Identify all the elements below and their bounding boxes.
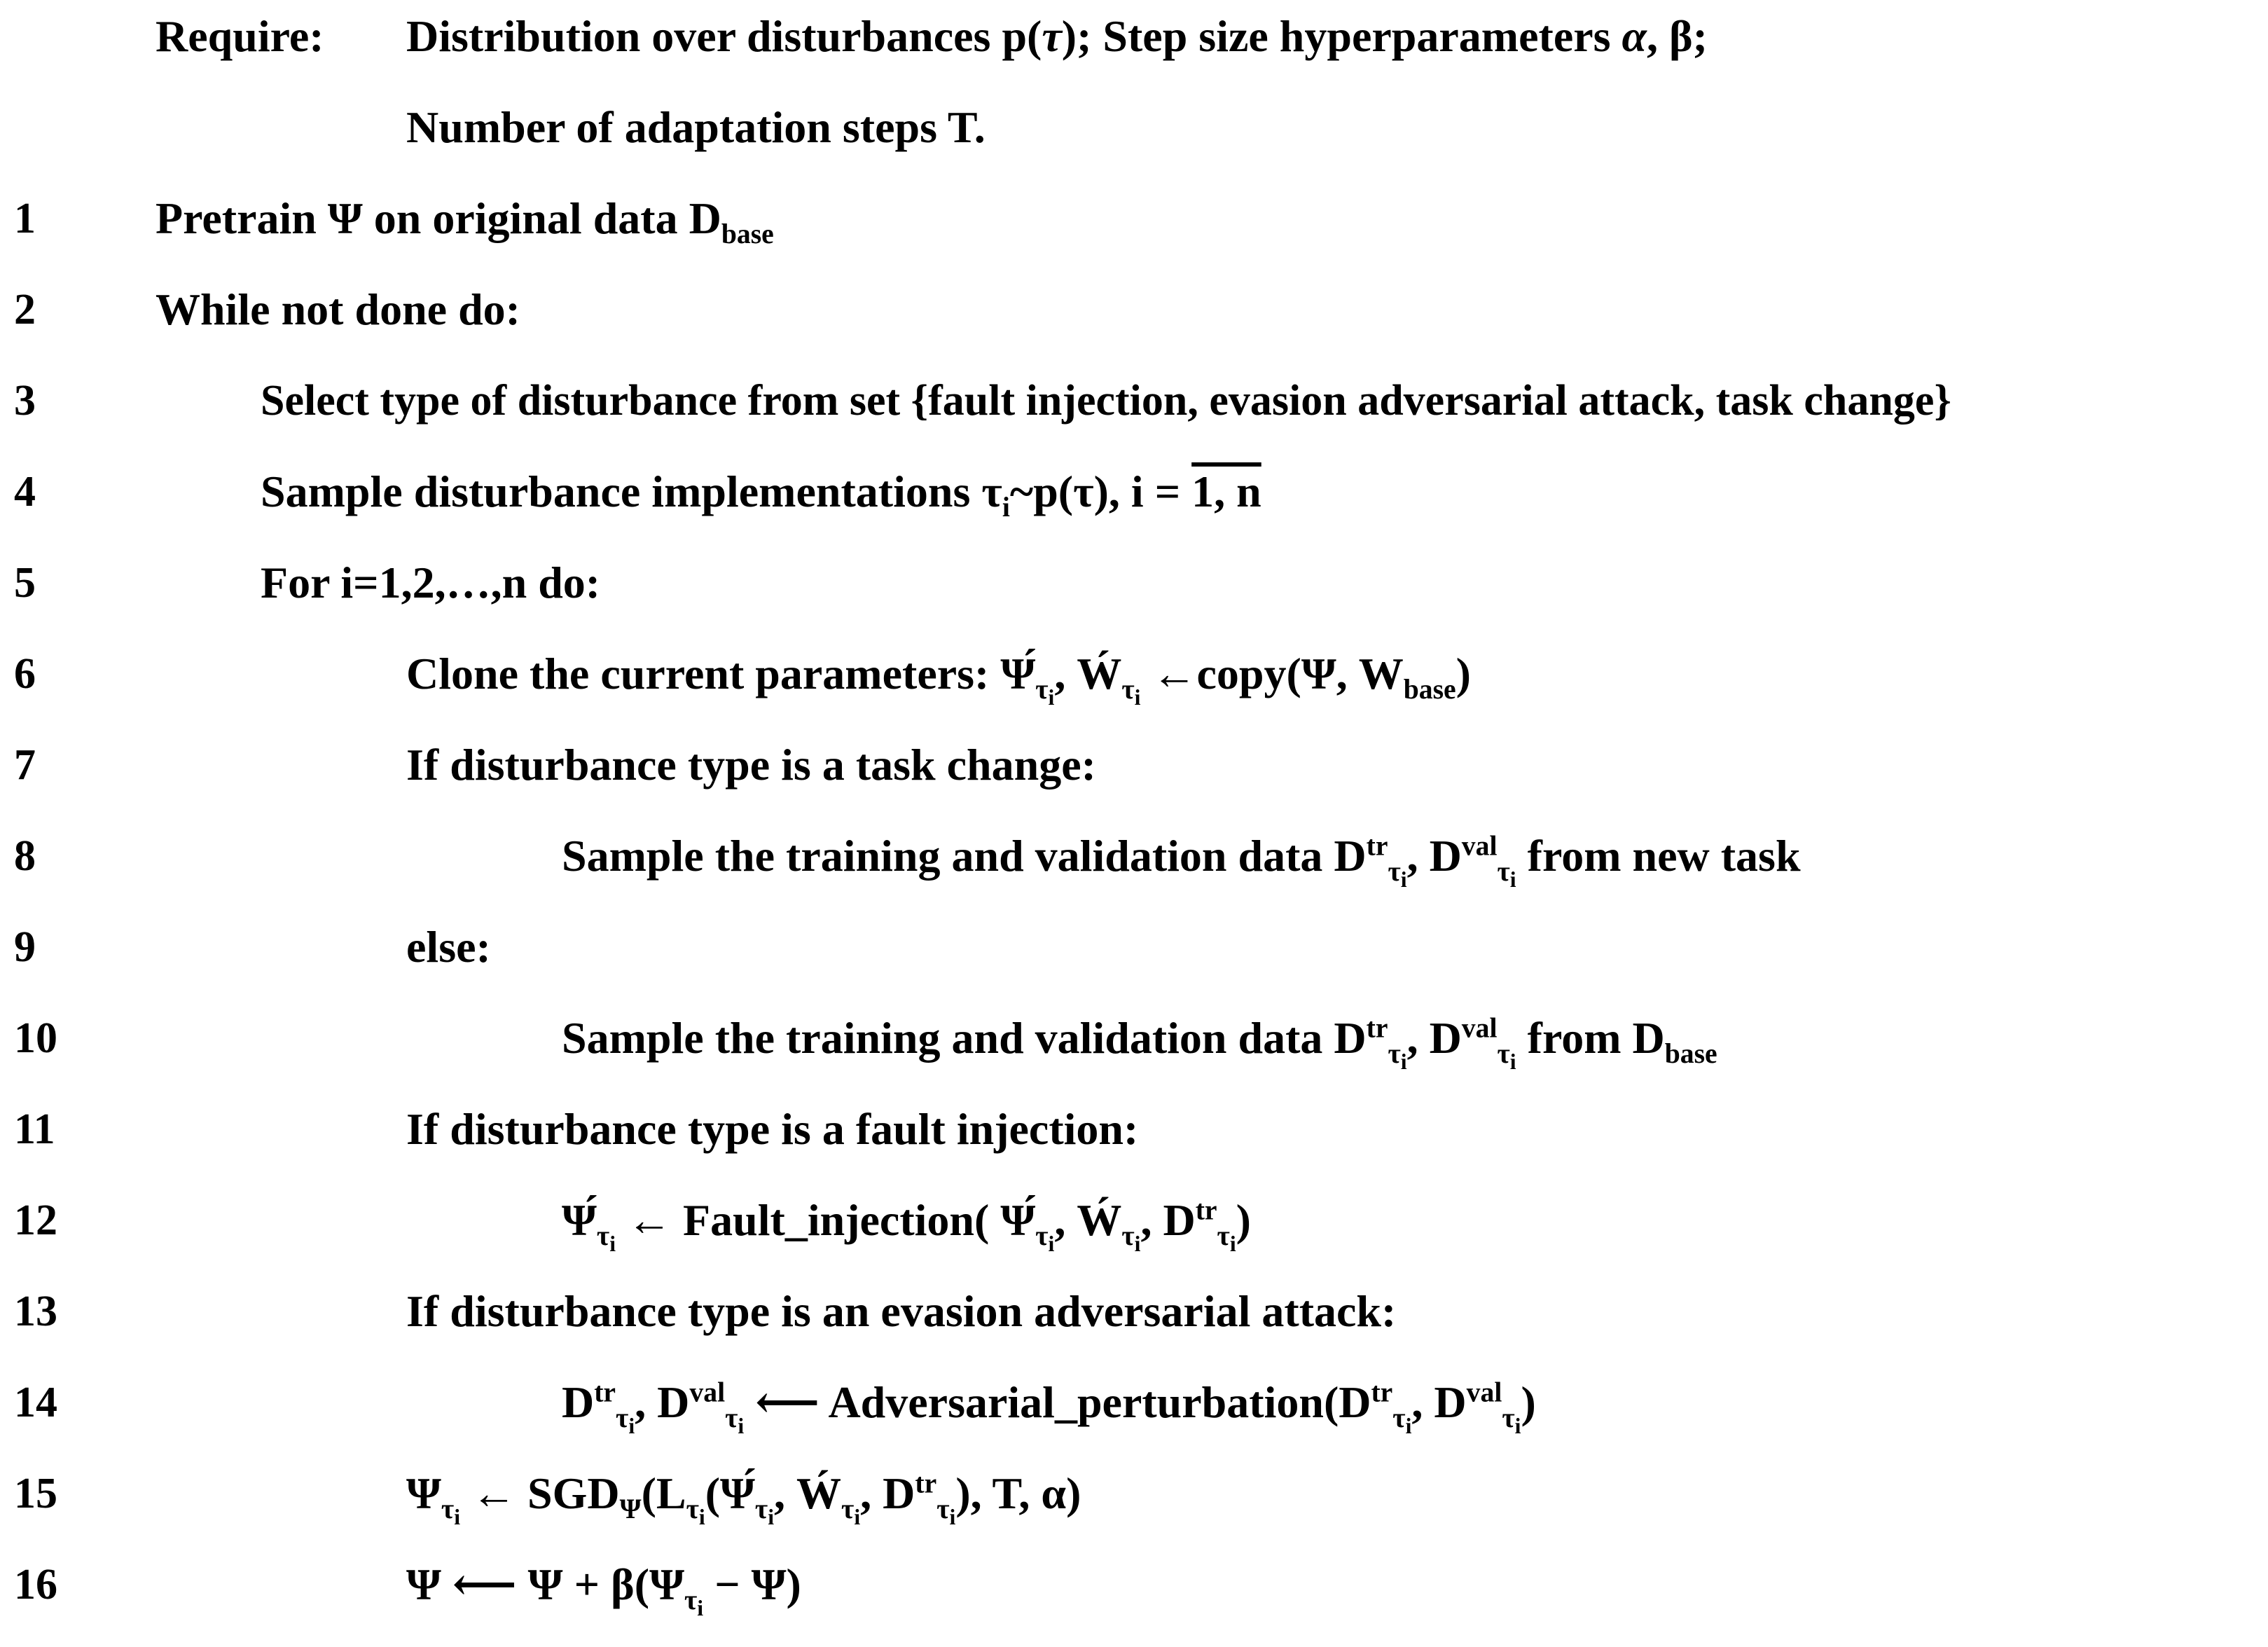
line-number: 9 — [14, 923, 36, 971]
line-text: $D^{tr}_{\tau_i}$, $D^{val}_{\tau_i}$ ⟵ $Adversarial\_perturbation(D^{tr}_{\tau_i}$, $D^{val}_{\tau_i}$) — [562, 1377, 1536, 1438]
algo-line-15 — [0, 1459, 2268, 1543]
line-number: 3 — [14, 377, 36, 425]
line-text: Sample disturbance implementations $\tau_i\sim p(\tau)$, i = 1, n — [261, 467, 1261, 523]
line-number: 7 — [14, 741, 36, 789]
line-text: Pretrain Ψ on original data $D_{base}$ — [155, 193, 774, 249]
line-number: 10 — [14, 1014, 57, 1062]
algo-line-11 — [0, 1094, 2268, 1178]
algo-line-14 — [0, 1367, 2268, 1452]
require-row-2 — [0, 92, 2268, 177]
line-text: else: — [406, 922, 491, 972]
algo-line-2 — [0, 275, 2268, 359]
line-number: 12 — [14, 1197, 57, 1244]
line-number: 13 — [14, 1288, 57, 1335]
line-text: Sample the training and validation data $D^{tr}_{\tau_i}$, $D^{val}_{\tau_i}$ from new task — [562, 830, 1801, 892]
algo-line-6 — [0, 639, 2268, 723]
line-number: 2 — [14, 286, 36, 333]
algo-line-10 — [0, 1003, 2268, 1087]
algo-line-1 — [0, 184, 2268, 268]
algo-line-9 — [0, 912, 2268, 996]
require-row-1 — [0, 1, 2268, 85]
line-text: $\Psí_{\tau_i}$ ← Fault_injection( $\Psí_{\tau_i}$, Ẃ$_{\tau_i}$, $D^{tr}_{\tau_i}$) — [562, 1194, 1251, 1256]
line-number: 6 — [14, 650, 36, 698]
algo-line-8 — [0, 821, 2268, 905]
require-text-2: Number of adaptation steps T. — [406, 102, 986, 152]
line-number: 15 — [14, 1470, 57, 1517]
line-text: Ψ ⟵ $\Psi + \beta(\Psi_{\tau_i} - \Psi)$ — [406, 1559, 801, 1620]
require-text-1: Distribution over disturbances p(τ); Step size hyperparameters α, β; — [406, 11, 1708, 61]
algo-line-4 — [0, 457, 2268, 541]
line-number: 8 — [14, 832, 36, 880]
line-text: Sample the training and validation data $D^{tr}_{\tau_i}$, $D^{val}_{\tau_i}$ from $D_{base}$ — [562, 1012, 1717, 1074]
line-number: 5 — [14, 559, 36, 607]
algo-line-7 — [0, 730, 2268, 814]
algo-line-12 — [0, 1185, 2268, 1269]
line-text: While not done do: — [155, 284, 520, 334]
require-label: Require: — [155, 11, 324, 61]
line-number: 14 — [14, 1379, 57, 1426]
line-text: If disturbance type is a fault injection: — [406, 1104, 1139, 1154]
line-number: 16 — [14, 1561, 57, 1608]
line-text: If disturbance type is a task change: — [406, 740, 1096, 790]
algo-line-3 — [0, 366, 2268, 450]
algo-line-5 — [0, 548, 2268, 632]
algo-line-13 — [0, 1276, 2268, 1360]
line-text: Select type of disturbance from set {fault injection, evasion adversarial attack, task change} — [261, 377, 1951, 425]
line-text: For i=1,2,…,n do: — [261, 558, 601, 607]
line-text: $\Psi_{\tau_i}$ ← $SGD_\Psi(L_{\tau_i}(\Psí_{\tau_i}$, Ẃ$_{\tau_i}$, $D^{tr}_{\tau_i}$), T, α) — [406, 1468, 1081, 1529]
line-number: 1 — [14, 195, 36, 242]
line-number: 11 — [14, 1105, 55, 1153]
line-text: Clone the current parameters: $\Psí_{\tau_i}$, Ẃ$_{\tau_i}$ ←copy(Ψ, $W_{base}$) — [406, 649, 1471, 710]
algo-line-16 — [0, 1550, 2268, 1634]
line-number: 4 — [14, 468, 36, 516]
line-text: If disturbance type is an evasion adversarial attack: — [406, 1286, 1397, 1336]
